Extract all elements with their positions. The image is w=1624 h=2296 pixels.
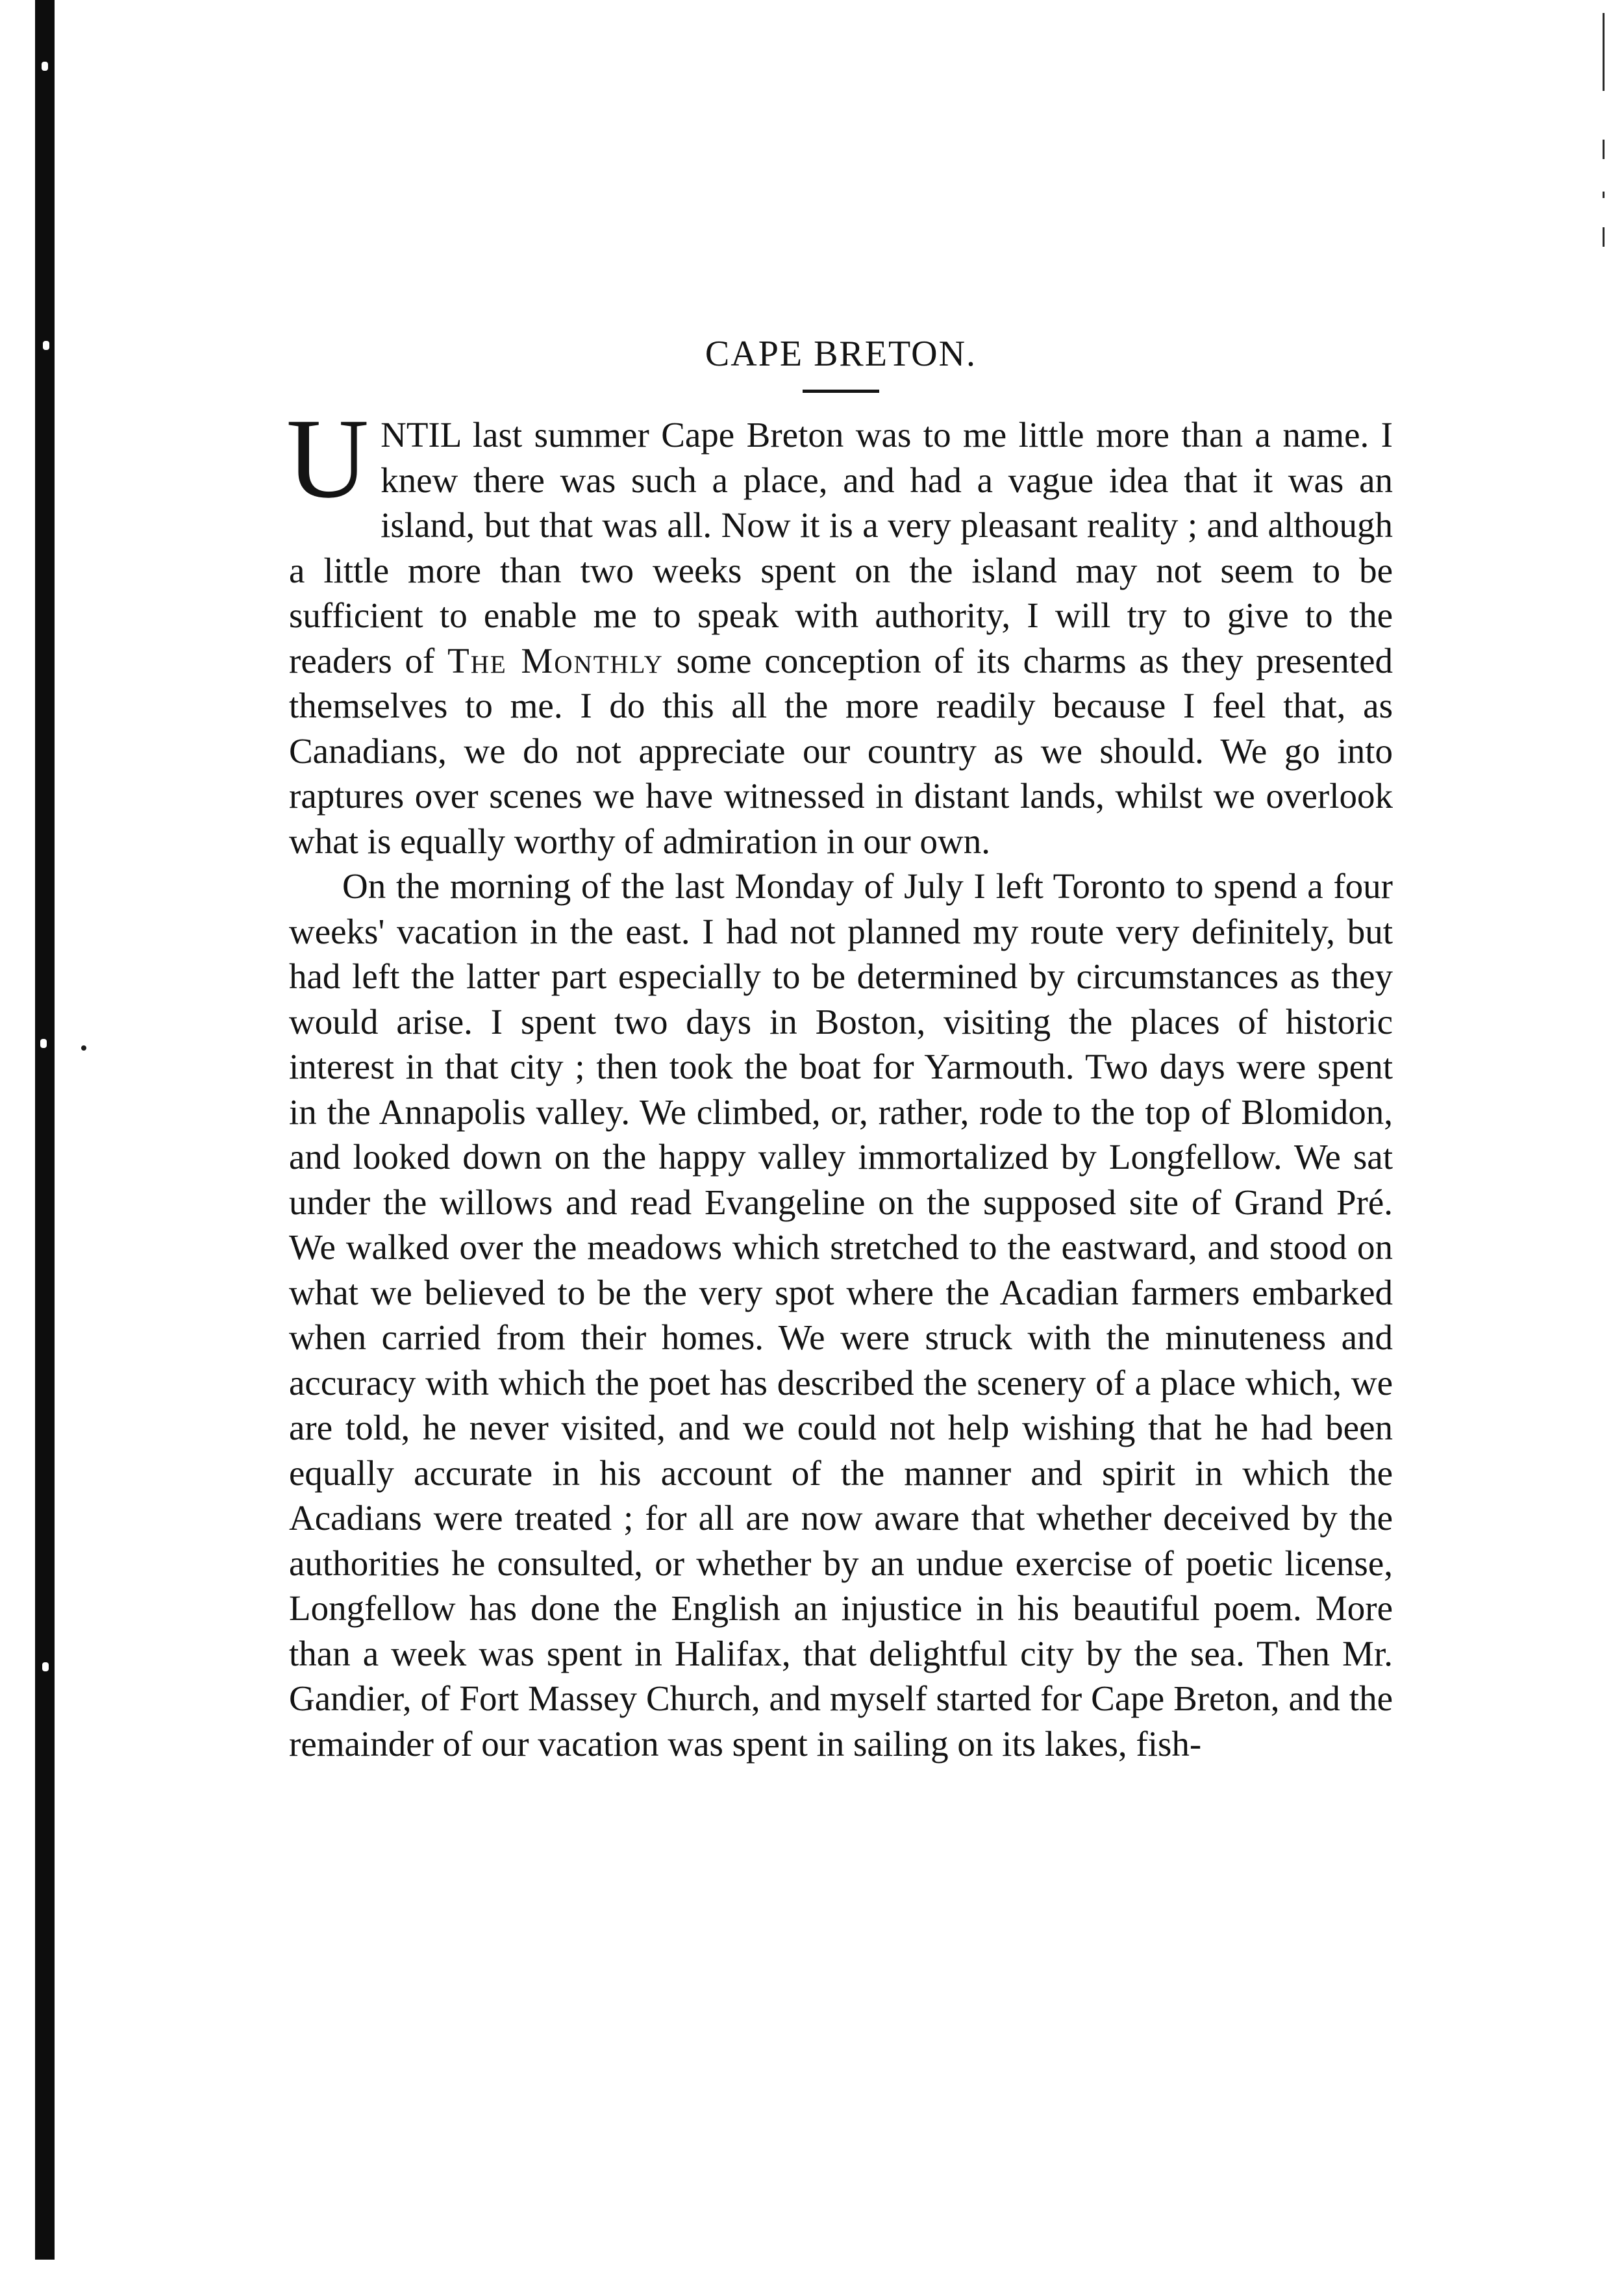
spine-speck [42, 62, 48, 71]
page-edge-mark [1603, 140, 1605, 159]
paragraph-1 [286, 395, 1393, 864]
margin-dot [81, 1045, 86, 1051]
page-edge-mark [1603, 227, 1605, 247]
drop-cap: U [286, 395, 369, 522]
article-page [286, 331, 1393, 1766]
spine-speck [42, 1662, 49, 1671]
paragraph-1-lead: NTIL [381, 415, 461, 455]
paragraph-2: On the morning of the last Monday of July I left Toronto to spend a four weeks' vacation in the east. I had not planned my route very definitely, but had left the latter part especially to be determined by circumstances as they would arise. I spent two days in Boston, visiting the places of historic interest in that city ; then took the boat for Yarmouth. Two days were spent in the Annapolis valley. We climbed, or, rather, rode to the top of Blomidon, and looked down on the happy valley immortalized by Longfellow. We sat under the willows and read Evangeline on the supposed site of Grand Pré. We walked over the meadows which stretched to the eastward, and stood on what we believed to be the very spot where the Acadian farmers embarked when carried from their homes. We were struck with the minuteness and accuracy with which the poet has described the scenery of a place which, we are told, he never visited, and we could not help wishing that he had been equally accurate in his account of the manner and spirit in which the Acadians were treated ; for all are now aware that whether deceived by the authorities he consulted, or whether by an undue exercise of poetic license, Longfellow has done the English an injustice in his beautiful poem. More than a week was spent in Halifax, that delightful city by the sea. Then Mr. Gandier, of Fort Massey Church, and myself started for Cape Breton, and the remainder of our vacation was spent in sailing on its lakes, fish- [289, 866, 1393, 1764]
page-edge-mark [1603, 192, 1605, 198]
book-spine-shadow [35, 0, 55, 2260]
spine-speck [40, 1039, 47, 1048]
paragraph-1-text-b: some conception of its charms as they presented themselves to me. I do this all the more readily because I feel that, as Canadians, we do not appreciate our country as we should. We go into raptures over scenes we have witnessed in distant lands, whilst we overlook what is equally worthy of admiration in our own. [289, 640, 1393, 861]
paragraph-1-text-a: last summer Cape Breton was to me little more than a name. I knew there was such a place, and had a vague idea that it was an island, but that was all. Now it is a very pleasant reality ; and although a little more than two weeks spent on the island may not seem to be sufficient to enable me to speak with authority, I will try to give to the readers of [289, 415, 1393, 680]
publication-name: The Monthly [447, 640, 664, 680]
title-rule [803, 390, 879, 393]
spine-speck [43, 341, 49, 350]
page-edge-mark [1603, 13, 1605, 91]
article-title: CAPE BRETON. [705, 334, 977, 374]
